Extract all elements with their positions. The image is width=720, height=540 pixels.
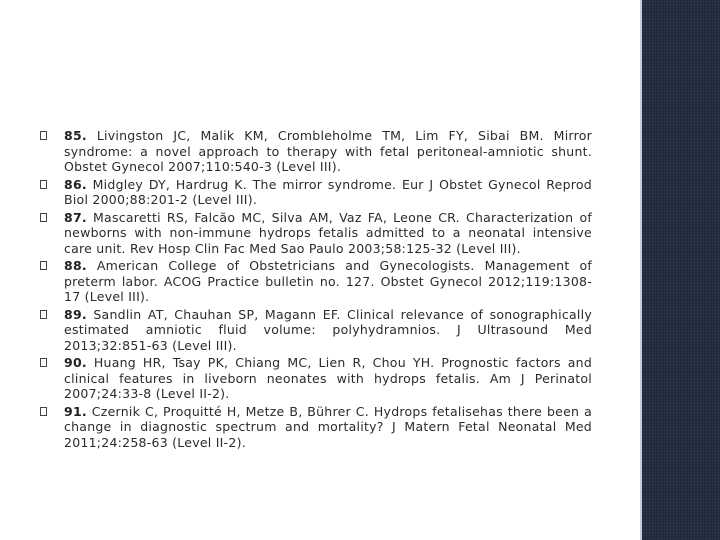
reference-text: Midgley DY, Hardrug K. The mirror syndrome. Eur J Obstet Gynecol Reprod Biol 2000;88:201-2 (Level III). [64, 176, 592, 207]
reference-item [40, 404, 592, 451]
bullet-icon [40, 261, 47, 270]
decorative-sidebar [642, 0, 720, 540]
reference-item [40, 128, 592, 175]
bullet-icon [40, 213, 47, 222]
reference-number: 87. [64, 209, 87, 225]
reference-item [40, 258, 592, 305]
reference-item [40, 355, 592, 402]
reference-item [40, 210, 592, 257]
reference-list [40, 128, 592, 452]
bullet-icon [40, 358, 47, 367]
bullet-icon [40, 180, 47, 189]
reference-item [40, 307, 592, 354]
reference-text: Livingston JC, Malik KM, Crombleholme TM, Lim FY, Sibai BM. Mirror syndrome: a novel approach to therapy with fetal peritoneal-amniotic shunt. Obstet Gynecol 2007;110:540-3 (Level III). [64, 128, 592, 174]
reference-text: Sandlin AT, Chauhan SP, Magann EF. Clinical relevance of sonographically estimated amniotic fluid volume: polyhydramnios. J Ultrasound Med 2013;32:851-63 (Level III). [64, 306, 592, 353]
reference-number: 91. [64, 403, 87, 419]
reference-number: 90. [64, 355, 87, 370]
reference-number: 85. [64, 128, 87, 143]
reference-item [40, 177, 592, 208]
reference-text: Huang HR, Tsay PK, Chiang MC, Lien R, Chou YH. Prognostic factors and clinical features in liveborn neonates with hydrops fetalis. Am J Perinatol 2007;24:33-8 (Level II-2). [64, 355, 592, 401]
reference-number: 89. [64, 306, 87, 322]
bullet-icon [40, 310, 47, 319]
bullet-icon [40, 407, 47, 416]
reference-text: American College of Obstetricians and Gynecologists. Management of preterm labor. ACOG Practice bulletin no. 127. Obstet Gynecol 2012;119:1308-17 (Level III). [64, 258, 592, 304]
reference-text: Mascaretti RS, Falcão MC, Silva AM, Vaz FA, Leone CR. Characterization of newborns with non-immune hydrops fetalis admitted to a neonatal intensive care unit. Rev Hosp Clin Fac Med Sao Paulo 2003;58:125-32 (Level III). [64, 209, 592, 256]
reference-number: 86. [64, 176, 87, 192]
reference-text: Czernik C, Proquitté H, Metze B, Bührer C. Hydrops fetalisehas there been a change in diagnostic spectrum and mortality? J Matern Fetal Neonatal Med 2011;24:258-63 (Level II-2). [64, 403, 592, 450]
bullet-icon [40, 131, 47, 140]
reference-number: 88. [64, 258, 87, 273]
